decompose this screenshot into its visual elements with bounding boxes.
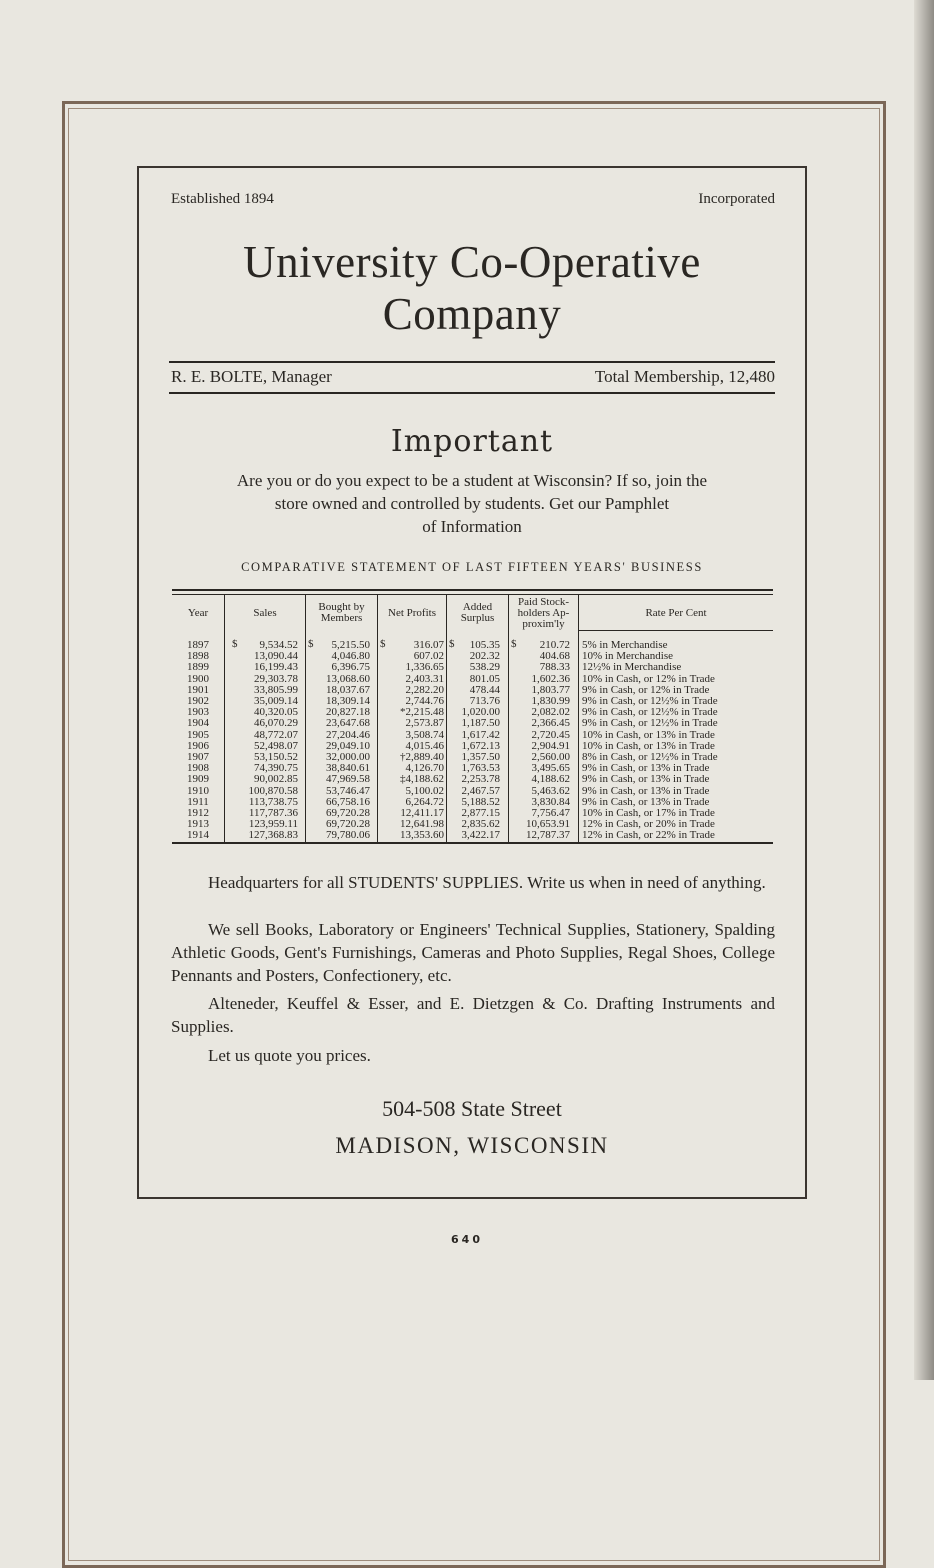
cell-bought: 69,720.28 <box>326 818 370 831</box>
established-text: Established 1894 <box>171 191 274 207</box>
col-header-paid <box>509 595 578 631</box>
cell-net: 607.02 <box>413 650 444 663</box>
cell-year: 1897 <box>187 639 209 651</box>
col-header-text: Sales <box>253 606 277 619</box>
cell-year: 1906 <box>187 739 209 752</box>
cell-year: 1903 <box>187 706 209 719</box>
cell-year: 1911 <box>187 795 209 808</box>
cell-added: 801.05 <box>469 672 500 685</box>
cell-bought: 18,037.67 <box>326 683 370 696</box>
cell-added: 2,835.62 <box>461 818 500 831</box>
page-edge-shadow <box>914 0 934 1380</box>
cell-added: 2,467.57 <box>461 784 500 797</box>
cell-sales: 127,368.83 <box>248 829 298 842</box>
cell-net: 5,100.02 <box>405 784 444 797</box>
cell-paid: 10,653.91 <box>526 818 570 831</box>
table-rule <box>172 589 773 591</box>
currency-sign: $ <box>232 638 238 650</box>
col-header-bought <box>306 595 377 631</box>
cell-net: 12,411.17 <box>400 807 444 819</box>
cell-rate: 9% in Cash, or 12½% in Trade <box>582 717 718 730</box>
cell-paid: 1,803.77 <box>531 683 570 696</box>
cell-bought: 66,758.16 <box>326 795 370 808</box>
col-header-year <box>172 595 224 631</box>
important-heading: Important <box>390 424 554 459</box>
cell-year: 1912 <box>187 807 209 819</box>
col-header-sales <box>225 595 305 631</box>
col-header-text: holders Ap- <box>517 606 570 619</box>
intro-line: of Information <box>422 517 522 536</box>
cell-sales: 53,150.52 <box>254 751 298 763</box>
incorporated-text: Incorporated <box>698 191 775 207</box>
col-header-text: Paid Stock- <box>517 595 569 608</box>
cell-sales: 9,534.52 <box>259 639 298 651</box>
cell-paid: 2,366.45 <box>531 717 570 730</box>
cell-added: 5,188.52 <box>461 795 500 808</box>
cell-sales: 33,805.99 <box>254 683 298 696</box>
cell-added: 1,187.50 <box>461 717 500 730</box>
cell-year: 1913 <box>187 818 209 831</box>
cell-rate: 8% in Cash, or 12½% in Trade <box>582 751 718 763</box>
cell-year: 1900 <box>187 672 209 685</box>
cell-net: 2,282.20 <box>405 683 444 696</box>
intro-line: Are you or do you expect to be a student at Wisconsin? If so, join the <box>236 471 708 490</box>
col-header-text: Bought by <box>318 601 365 613</box>
intro-text <box>165 469 779 538</box>
cell-added: 3,422.17 <box>461 829 500 842</box>
cell-bought: 47,969.58 <box>326 773 370 786</box>
cell-added: 1,672.13 <box>461 739 500 752</box>
cell-net: 2,403.31 <box>405 672 444 685</box>
cell-sales: 48,772.07 <box>254 728 298 741</box>
cell-bought: 69,720.28 <box>326 807 370 819</box>
cell-bought: 79,780.06 <box>326 829 370 842</box>
paragraph-drafting: Alteneder, Keuffel & Esser, and E. Dietzgen & Co. Drafting Instruments and Supplies. <box>171 994 775 1036</box>
cell-paid: 210.72 <box>539 639 570 651</box>
cell-year: 1905 <box>187 728 209 741</box>
cell-rate: 10% in Cash, or 13% in Trade <box>582 739 715 752</box>
cell-rate: 9% in Cash, or 12½% in Trade <box>582 706 718 719</box>
cell-sales: 123,959.11 <box>248 818 298 831</box>
cell-year: 1907 <box>187 751 209 763</box>
cell-paid: 2,904.91 <box>531 739 570 752</box>
address-city: MADISON, WISCONSIN <box>335 1133 609 1158</box>
cell-added: 478.44 <box>469 683 500 696</box>
company-name <box>137 236 807 340</box>
company-name-line2: Company <box>382 289 562 339</box>
cell-sales: 40,320.05 <box>254 706 298 719</box>
paragraph-quote: Let us quote you prices. <box>208 1046 371 1065</box>
cell-net: ‡4,188.62 <box>400 773 444 786</box>
cell-year: 1901 <box>187 683 209 696</box>
cell-net: 2,744.76 <box>405 695 444 707</box>
col-header-text: Net Profits <box>388 606 436 619</box>
cell-added: 1,617.42 <box>461 728 500 741</box>
cell-bought: 53,746.47 <box>326 784 370 797</box>
cell-paid: 404.68 <box>539 650 570 663</box>
cell-paid: 1,602.36 <box>531 672 570 685</box>
manager-text: R. E. BOLTE, Manager <box>171 367 332 386</box>
cell-year: 1904 <box>187 717 209 730</box>
cell-rate: 9% in Cash, or 13% in Trade <box>582 773 710 786</box>
cell-rate: 9% in Cash, or 13% in Trade <box>582 784 710 797</box>
cell-bought: 32,000.00 <box>326 751 370 763</box>
cell-paid: 2,720.45 <box>531 728 570 741</box>
cell-added: 713.76 <box>469 695 500 707</box>
cell-paid: 2,560.00 <box>531 751 570 763</box>
cell-sales: 117,787.36 <box>248 807 298 819</box>
cell-year: 1908 <box>187 762 209 775</box>
cell-net: 4,126.70 <box>405 762 444 775</box>
cell-paid: 2,082.02 <box>531 706 570 719</box>
col-header-text: proxim'ly <box>522 617 565 630</box>
cell-net: 316.07 <box>413 639 444 651</box>
cell-rate: 10% in Merchandise <box>582 650 674 663</box>
rule-bottom <box>169 392 775 394</box>
cell-rate: 9% in Cash, or 12% in Trade <box>582 683 710 696</box>
cell-net: 2,573.87 <box>405 717 444 730</box>
currency-sign: $ <box>380 638 386 650</box>
cell-paid: 7,756.47 <box>531 807 570 819</box>
cell-added: 105.35 <box>469 639 500 651</box>
cell-rate: 12% in Cash, or 22% in Trade <box>582 829 715 842</box>
cell-bought: 29,049.10 <box>326 739 370 752</box>
cell-sales: 35,009.14 <box>254 695 298 707</box>
cell-paid: 788.33 <box>539 661 570 674</box>
cell-rate: 9% in Cash, or 13% in Trade <box>582 795 710 808</box>
cell-bought: 18,309.14 <box>326 695 370 707</box>
cell-bought: 20,827.18 <box>326 706 370 719</box>
table-row <box>172 830 773 841</box>
cell-net: 3,508.74 <box>405 728 444 741</box>
cell-sales: 74,390.75 <box>254 762 298 775</box>
cell-net: 6,264.72 <box>405 795 444 808</box>
col-header-text: Members <box>320 612 363 624</box>
currency-sign: $ <box>308 638 314 650</box>
currency-sign: $ <box>449 638 455 650</box>
cell-year: 1910 <box>187 784 209 797</box>
cell-added: 202.32 <box>469 650 500 663</box>
cell-net: 12,641.98 <box>400 818 444 831</box>
cell-paid: 3,830.84 <box>531 795 570 808</box>
col-header-text: Surplus <box>460 612 495 624</box>
intro-line: store owned and controlled by students. Get our Pamphlet <box>274 494 670 513</box>
table-row <box>172 774 773 785</box>
cell-rate: 9% in Cash, or 13% in Trade <box>582 762 710 775</box>
cell-year: 1899 <box>187 661 209 674</box>
col-header-net <box>378 595 446 631</box>
cell-bought: 4,046.80 <box>331 650 370 663</box>
cell-bought: 13,068.60 <box>326 672 370 685</box>
cell-net: 13,353.60 <box>400 829 444 842</box>
cell-bought: 27,204.46 <box>326 728 370 741</box>
cell-sales: 113,738.75 <box>248 795 298 808</box>
cell-sales: 29,303.78 <box>254 672 298 685</box>
cell-added: 2,877.15 <box>461 807 500 819</box>
col-header-text: Rate Per Cent <box>645 606 707 619</box>
cell-rate: 5% in Merchandise <box>582 639 668 651</box>
cell-net: *2,215.48 <box>400 706 444 719</box>
cell-sales: 90,002.85 <box>254 773 298 786</box>
table-row <box>172 718 773 729</box>
cell-bought: 38,840.61 <box>326 762 370 775</box>
col-header-rate <box>579 595 773 631</box>
cell-sales: 100,870.58 <box>248 784 298 797</box>
cell-year: 1902 <box>187 695 209 707</box>
company-name-line1: University Co-Operative <box>243 237 701 287</box>
cell-paid: 3,495.65 <box>531 762 570 775</box>
paragraph-products: We sell Books, Laboratory or Engineers' Technical Supplies, Stationery, Spalding Athletic Goods, Gent's Furnishings, Cameras and Photo Supplies, Regal Shoes, College Pennants and Posters, Confectionery, etc. <box>171 920 775 985</box>
cell-added: 538.29 <box>469 661 500 674</box>
cell-year: 1898 <box>187 650 209 663</box>
statement-heading: COMPARATIVE STATEMENT OF LAST FIFTEEN YEARS' BUSINESS <box>241 560 703 574</box>
cell-rate: 10% in Cash, or 17% in Trade <box>582 807 715 819</box>
cell-bought: 6,396.75 <box>331 661 370 674</box>
cell-rate: 10% in Cash, or 13% in Trade <box>582 728 715 741</box>
table-row <box>172 662 773 673</box>
col-header-text: Year <box>187 606 209 619</box>
cell-sales: 16,199.43 <box>254 661 298 674</box>
cell-net: 4,015.46 <box>405 739 444 752</box>
cell-year: 1909 <box>187 773 209 786</box>
cell-rate: 12% in Cash, or 20% in Trade <box>582 818 715 831</box>
page-number: 640 <box>451 1233 483 1246</box>
cell-net: 1,336.65 <box>405 661 444 674</box>
cell-bought: 5,215.50 <box>331 639 370 651</box>
cell-sales: 46,070.29 <box>254 717 298 730</box>
paragraph-headquarters: Headquarters for all STUDENTS' SUPPLIES. Write us when in need of anything. <box>208 873 766 892</box>
membership-text: Total Membership, 12,480 <box>594 367 775 386</box>
cell-paid: 12,787.37 <box>526 829 570 842</box>
cell-added: 1,020.00 <box>461 706 500 719</box>
cell-year: 1914 <box>187 829 209 842</box>
cell-added: 2,253.78 <box>461 773 500 786</box>
rule-top <box>169 361 775 363</box>
col-header-text: Added <box>462 601 493 613</box>
cell-paid: 5,463.62 <box>531 784 570 797</box>
cell-added: 1,763.53 <box>461 762 500 775</box>
cell-net: †2,889.40 <box>400 751 444 763</box>
cell-paid: 1,830.99 <box>531 695 570 707</box>
address-street: 504-508 State Street <box>382 1096 562 1121</box>
cell-rate: 10% in Cash, or 12% in Trade <box>582 672 715 685</box>
cell-bought: 23,647.68 <box>326 717 370 730</box>
currency-sign: $ <box>511 638 517 650</box>
cell-sales: 52,498.07 <box>254 739 298 752</box>
col-header-added <box>447 595 508 631</box>
cell-paid: 4,188.62 <box>531 773 570 786</box>
cell-sales: 13,090.44 <box>254 650 298 663</box>
cell-added: 1,357.50 <box>461 751 500 763</box>
table-rule <box>172 842 773 844</box>
cell-rate: 12½% in Merchandise <box>582 661 682 674</box>
cell-rate: 9% in Cash, or 12½% in Trade <box>582 695 718 707</box>
